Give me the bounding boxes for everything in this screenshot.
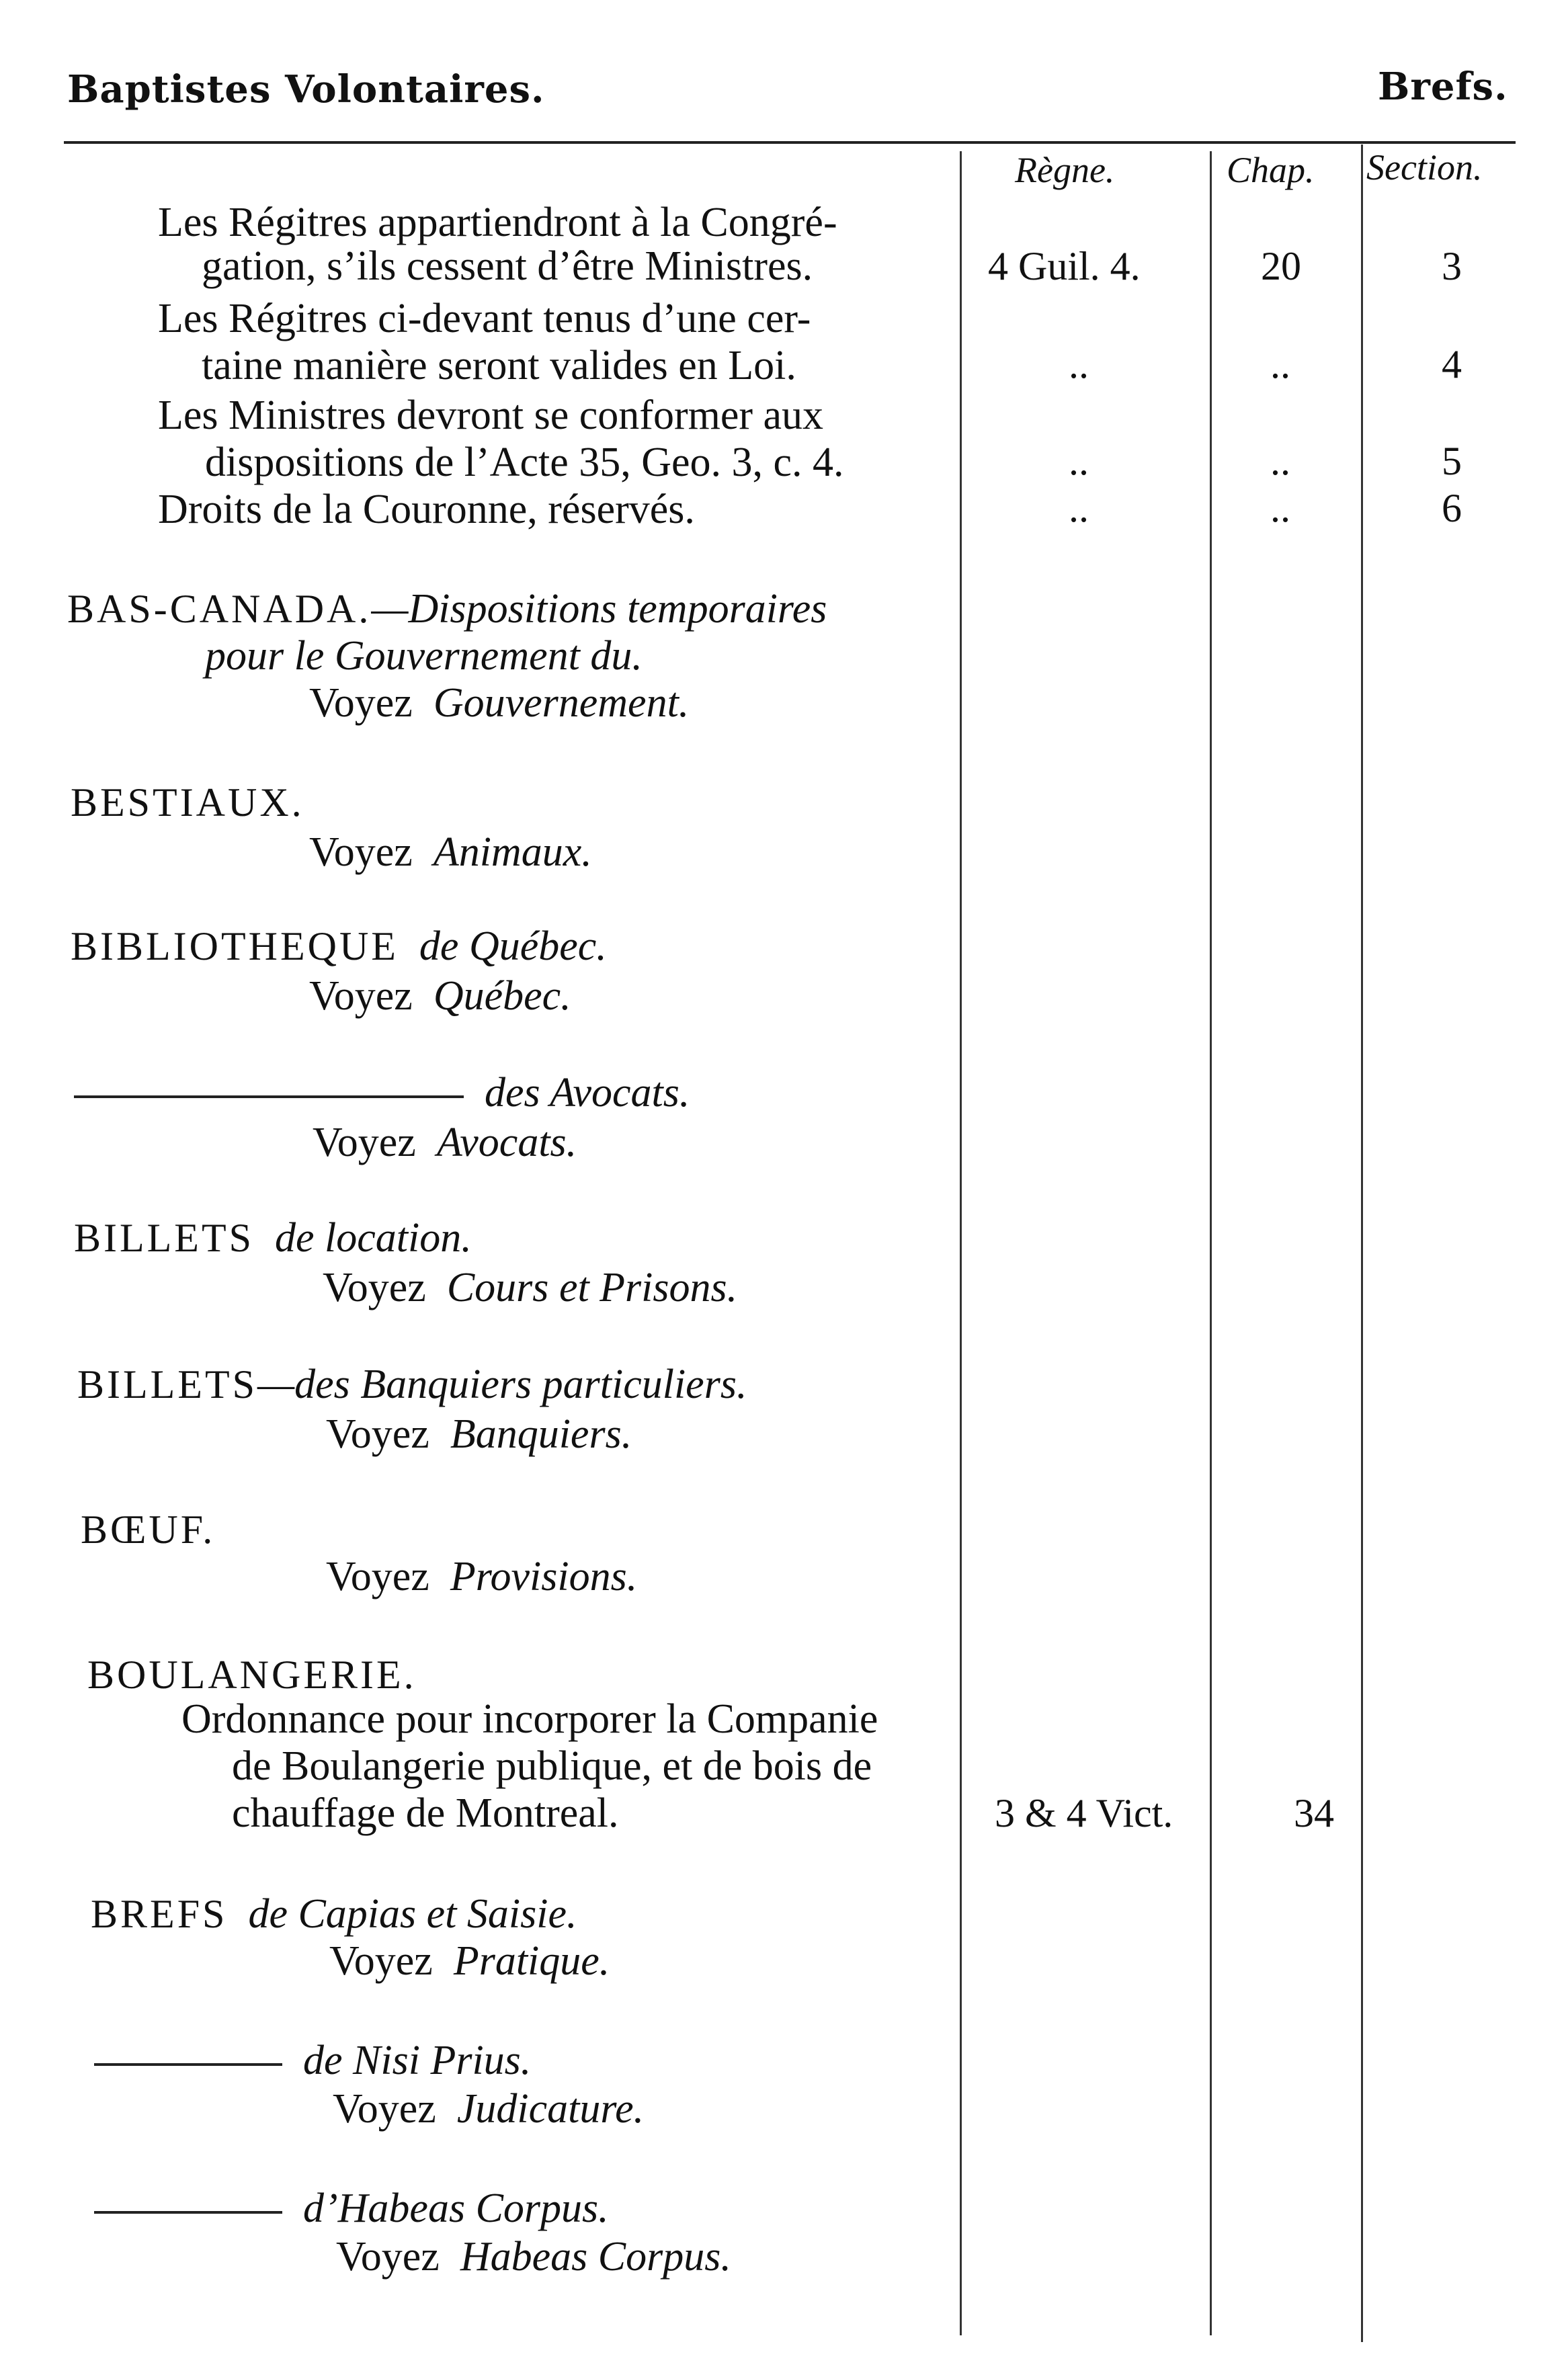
header-rule [64,141,1516,144]
cross-reference: Judicature. [456,2086,645,2132]
regne-value: 4 Guil. 4. [988,244,1141,288]
section-value: 5 [1442,439,1462,483]
voyez-label: Voyez [333,2086,436,2132]
entry-billets-location [74,1214,472,1262]
chap-value: 34 [1294,1791,1334,1835]
regne-value: .. [1069,486,1089,530]
regne-value: .. [1069,439,1089,483]
voyez-label: Voyez [336,2234,440,2280]
voyez-label: Voyez [329,1938,433,1984]
entry-subtitle: des Avocats. [485,1070,690,1116]
chap-value: .. [1270,439,1290,483]
entry-habeas-corpus [94,2184,609,2233]
entry-nisi-prius [94,2036,531,2085]
column-rule-1 [960,151,962,2335]
column-rule-3 [1361,144,1363,2342]
entry-line: Les Régitres appartiendront à la Congré- [158,200,837,245]
column-rule-2 [1210,151,1212,2335]
voyez-line [309,972,571,1020]
voyez-label: Voyez [326,1554,429,1599]
entry-subtitle: de location. [274,1215,472,1261]
entry-subtitle: —Dispositions temporaires [371,586,827,632]
entry-heading: BILLETS [74,1216,254,1260]
entry-heading: BILLETS [77,1362,257,1407]
voyez-line [336,2233,731,2281]
regne-value: 3 & 4 Vict. [995,1791,1173,1835]
section-value: 3 [1442,244,1462,288]
voyez-line [323,1263,737,1312]
running-header-right: Brefs. [1378,65,1508,109]
entry-heading: BREFS [91,1892,228,1936]
entry-line: Les Ministres devront se conformer aux [158,392,824,438]
voyez-line [309,679,689,727]
voyez-line [326,1552,637,1601]
entry-line: chauffage de Montreal. [232,1790,619,1836]
entry-heading: BŒUF. [81,1507,216,1552]
cross-reference: Provisions. [450,1554,638,1599]
entry-subtitle: de Québec. [419,923,607,969]
voyez-line [309,828,592,876]
entry-subtitle: de Nisi Prius. [303,2038,532,2083]
cross-reference: Québec. [433,973,571,1019]
section-value: 6 [1442,486,1462,530]
cross-reference: Avocats. [436,1120,577,1165]
entry-heading: BAS-CANADA. [67,587,372,631]
voyez-line [313,1118,577,1167]
cross-reference: Banquiers. [450,1411,632,1457]
voyez-line [326,1410,632,1458]
column-head-section: Section. [1366,147,1483,188]
entry-heading: BIBLIOTHEQUE [71,924,399,968]
ditto-dash [74,1095,464,1098]
entry-line: Les Régitres ci-devant tenus d’une cer- [158,296,811,341]
column-head-chap: Chap. [1227,150,1315,190]
voyez-label: Voyez [309,680,413,726]
entry-line: gation, s’ils cessent d’être Ministres. [202,243,813,289]
entry-line: de Boulangerie publique, et de bois de [232,1743,872,1789]
regne-value: .. [1069,342,1089,386]
entry-subtitle: —des Banquiers particuliers. [257,1362,747,1407]
running-header-left: Baptistes Volontaires. [67,67,545,112]
ditto-dash [94,2211,282,2214]
cross-reference: Cours et Prisons. [446,1265,738,1310]
cross-reference: Animaux. [433,829,592,875]
voyez-label: Voyez [309,829,413,875]
voyez-line [333,2085,644,2133]
entry-subtitle: de Capias et Saisie. [248,1891,577,1937]
entry-bas-canada [67,585,827,633]
entry-line: taine manière seront valides en Loi. [202,343,796,388]
ditto-dash [94,2063,282,2066]
cross-reference: Habeas Corpus. [460,2234,731,2280]
chap-value: 20 [1261,244,1301,288]
voyez-line [329,1937,610,1985]
voyez-label: Voyez [326,1411,429,1457]
entry-line: Ordonnance pour incorporer la Companie [181,1696,878,1742]
entry-subtitle: pour le Gouvernement du. [205,633,643,679]
entry-subtitle: d’Habeas Corpus. [303,2185,609,2231]
entry-bibliotheque [71,922,607,970]
section-value: 4 [1442,342,1462,386]
cross-reference: Gouvernement. [433,680,690,726]
voyez-label: Voyez [309,973,413,1019]
chap-value: .. [1270,342,1290,386]
entry-avocats [74,1069,690,1117]
entry-brefs [91,1890,577,1938]
voyez-label: Voyez [323,1265,426,1310]
entry-billets-banquiers [77,1360,747,1409]
entry-line: Droits de la Couronne, réservés. [158,487,695,532]
entry-heading: BOULANGERIE. [87,1653,417,1697]
voyez-label: Voyez [313,1120,416,1165]
chap-value: .. [1270,486,1290,530]
entry-line: dispositions de l’Acte 35, Geo. 3, c. 4. [205,440,844,485]
column-head-regne: Règne. [1015,150,1115,190]
cross-reference: Pratique. [453,1938,610,1984]
entry-heading: BESTIAUX. [71,780,304,825]
